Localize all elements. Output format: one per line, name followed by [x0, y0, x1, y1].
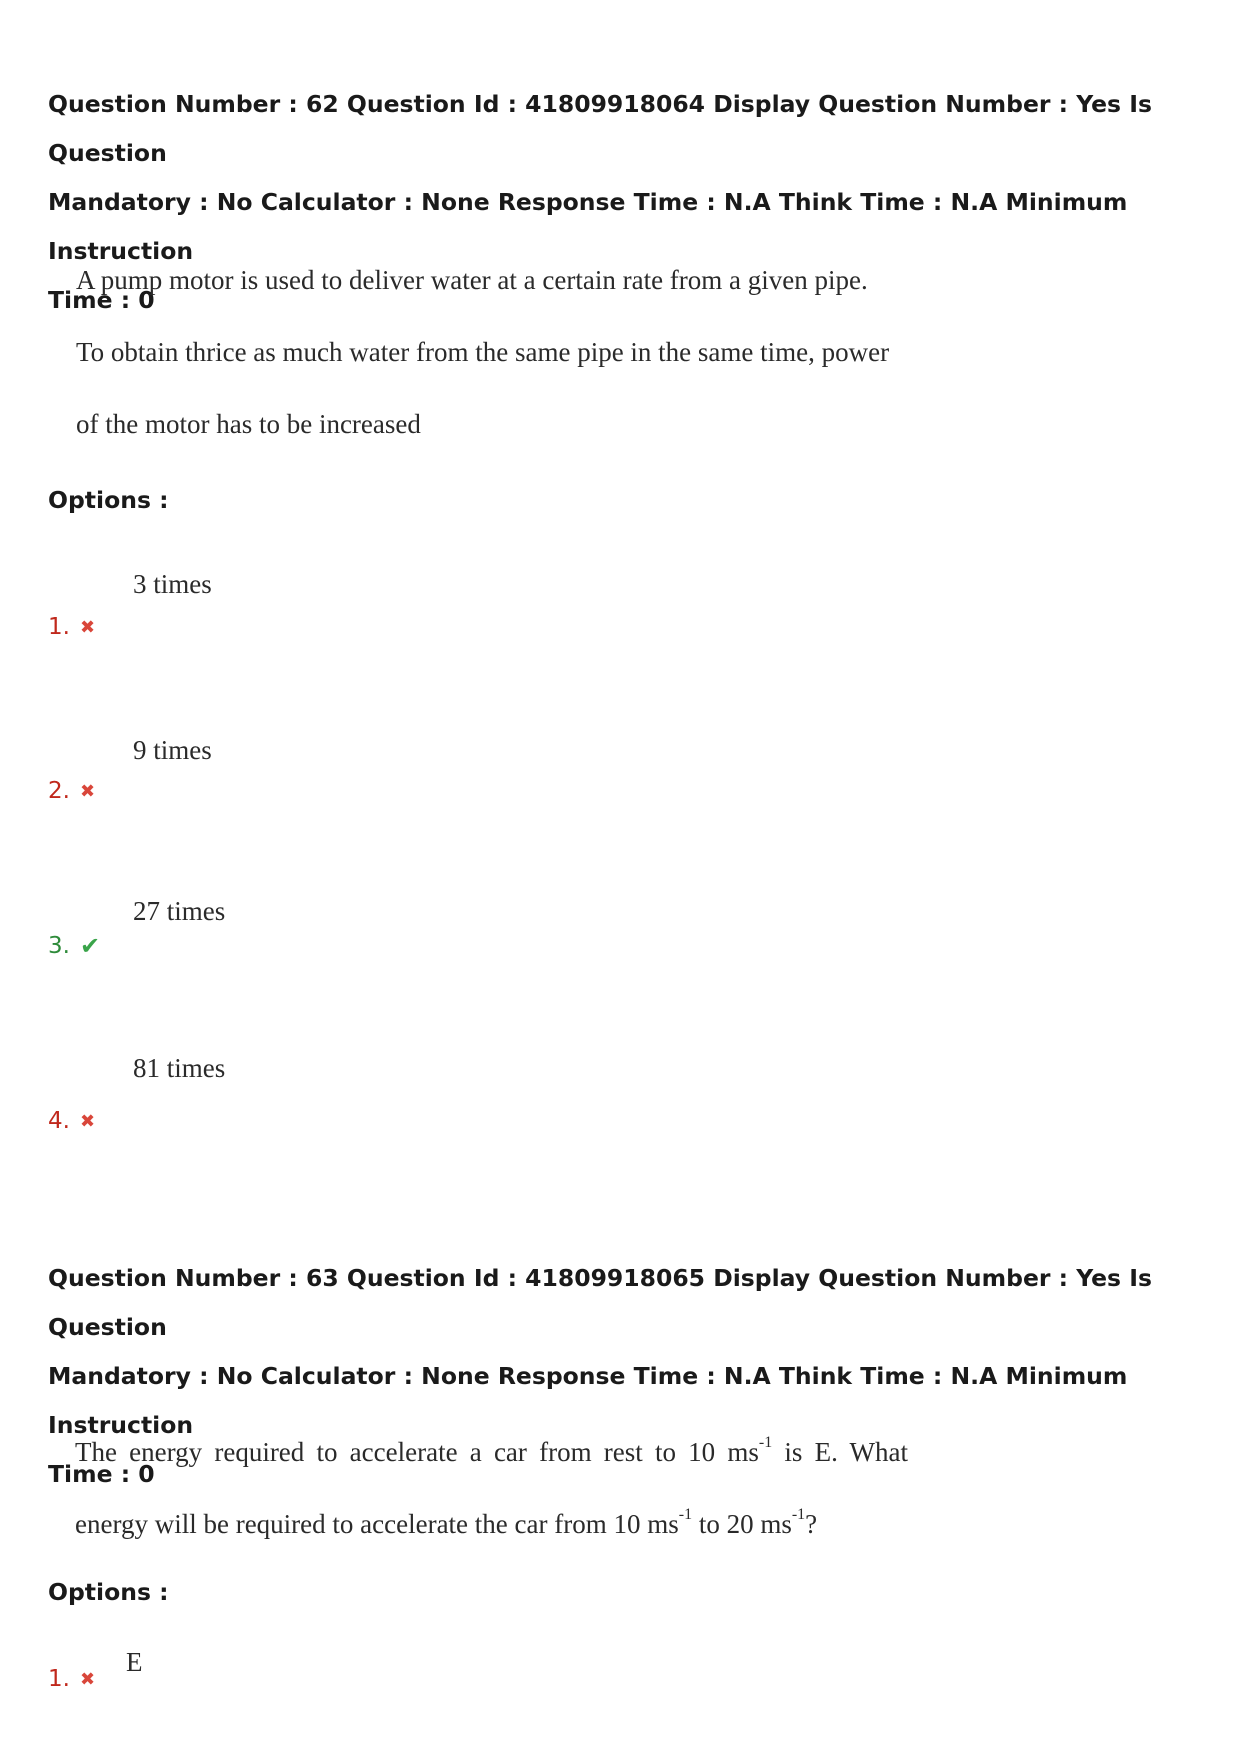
- option-number: 2.: [48, 778, 70, 804]
- option-4-number: [48, 1108, 95, 1134]
- option-number: 1.: [48, 1666, 70, 1692]
- question-text-line: [75, 1488, 915, 1560]
- option-3-text: 27 times: [133, 896, 226, 926]
- question-text-line: of the motor has to be increased: [76, 409, 421, 439]
- question-text-line: [75, 1416, 915, 1488]
- cross-icon: ✖: [79, 780, 96, 802]
- header-line: Mandatory : No Calculator : None Response Time : N.A Think Time : N.A Minimum Instruction: [48, 1362, 1128, 1439]
- option-2-number: [48, 778, 95, 804]
- option-2-text: 9 times: [133, 735, 212, 765]
- options-label: Options :: [48, 1578, 169, 1606]
- option-number: 4.: [48, 1108, 70, 1134]
- superscript: -1: [758, 1434, 773, 1451]
- text-segment: The energy required to accelerate a car from rest to 10 ms: [75, 1437, 759, 1467]
- cross-icon: ✖: [79, 616, 96, 638]
- header-line: Time : 0: [48, 1460, 155, 1488]
- header-line: Mandatory : No Calculator : None Response Time : N.A Think Time : N.A Minimum Instruction: [48, 188, 1128, 265]
- superscript: -1: [791, 1506, 806, 1523]
- text-segment: is E. What: [772, 1437, 909, 1467]
- text-segment: ?: [805, 1509, 818, 1539]
- text-segment: energy will be required to accelerate the car from 10 ms: [75, 1509, 679, 1539]
- option-1-number: [48, 1666, 95, 1692]
- option-1-text: 3 times: [133, 569, 212, 599]
- header-line: Question Number : 63 Question Id : 41809918065 Display Question Number : Yes Is Question: [48, 1264, 1152, 1341]
- option-number: 3.: [48, 933, 70, 959]
- header-line: Question Number : 62 Question Id : 41809918064 Display Question Number : Yes Is Question: [48, 90, 1152, 167]
- check-icon: ✔: [79, 932, 101, 960]
- header-line: Time : 0: [48, 286, 155, 314]
- superscript: -1: [678, 1506, 693, 1523]
- question-63-body: [75, 1416, 915, 1560]
- option-1-text: E: [126, 1647, 143, 1677]
- option-3-number: [48, 932, 100, 960]
- cross-icon: ✖: [79, 1668, 96, 1690]
- question-text-line: To obtain thrice as much water from the same pipe in the same time, power: [76, 337, 890, 367]
- option-number: 1.: [48, 614, 70, 640]
- question-62-body: [76, 244, 916, 460]
- cross-icon: ✖: [79, 1110, 96, 1132]
- text-segment: to 20 ms: [692, 1509, 792, 1539]
- justified-line: [75, 1416, 908, 1488]
- options-label: Options :: [48, 486, 169, 514]
- question-text-line: A pump motor is used to deliver water at a certain rate from a given pipe.: [76, 265, 868, 295]
- option-1-number: [48, 614, 95, 640]
- option-4-text: 81 times: [133, 1053, 226, 1083]
